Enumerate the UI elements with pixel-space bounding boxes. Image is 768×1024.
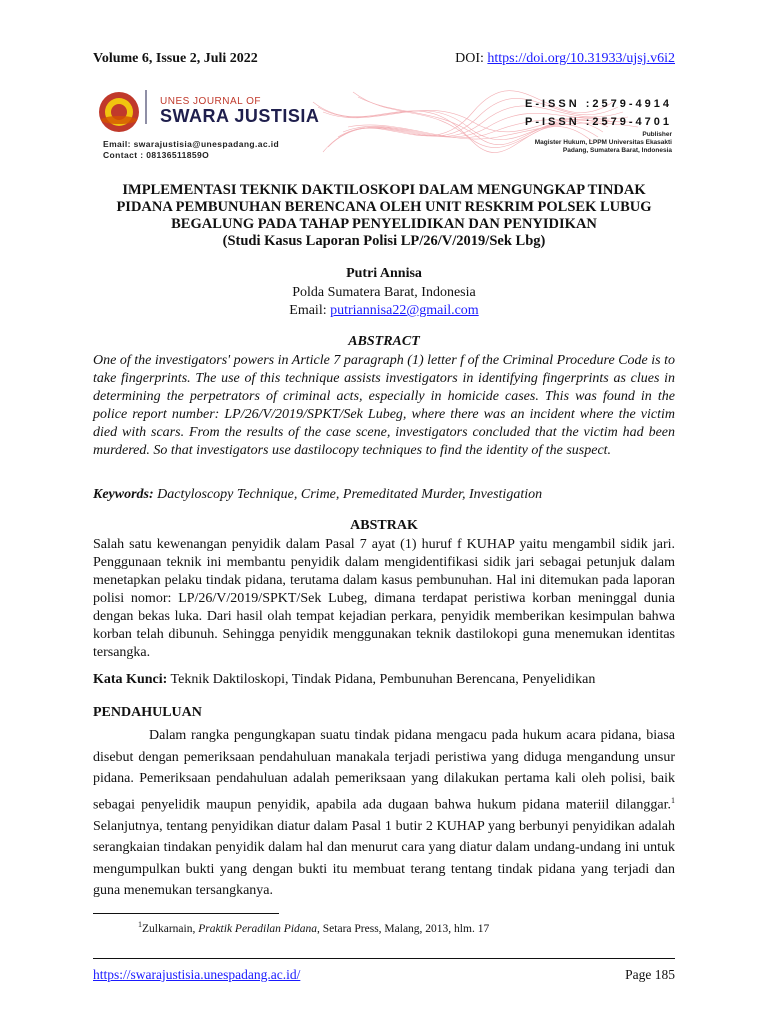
footnote-divider: [93, 913, 279, 914]
author-email: [93, 303, 675, 319]
intro-heading: PENDAHULUAN: [93, 705, 202, 720]
intro-paragraph: [93, 725, 675, 902]
footnote-ref[interactable]: 1: [671, 795, 675, 805]
title-line-2: PIDANA PEMBUNUHAN BERENCANA OLEH UNIT RESKRIM POLSEK LUBUG: [116, 199, 652, 215]
abstract-heading: ABSTRACT: [348, 334, 420, 349]
kata-kunci-value: Teknik Daktiloskopi, Tindak Pidana, Pembunuhan Berencana, Penyelidikan: [167, 672, 596, 687]
eissn: E-ISSN :2579-4914: [525, 98, 672, 110]
volume-issue: Volume 6, Issue 2, Juli 2022: [93, 51, 258, 66]
footnote-author: Zulkarnain,: [142, 922, 199, 935]
footnote-book: Praktik Peradilan Pidana: [198, 922, 318, 935]
publisher-line1: Magister Hukum, LPPM Universitas Ekasakti: [534, 139, 672, 146]
footnote-number: 1: [138, 920, 142, 929]
footnote: [138, 920, 489, 935]
email-link[interactable]: putriannisa22@gmail.com: [330, 303, 479, 318]
doi: [455, 51, 675, 67]
title-line-3: BEGALUNG PADA TAHAP PENYELIDIKAN DAN PENYIDIKAN: [171, 216, 597, 232]
author-affiliation: Polda Sumatera Barat, Indonesia: [292, 285, 476, 300]
journal-small-title: UNES JOURNAL OF: [160, 96, 262, 107]
pissn: P-ISSN :2579-4701: [525, 116, 672, 128]
intro-text-b: Selanjutnya, tentang penyidikan diatur dalam Pasal 1 butir 2 KUHAP yang berbunyi penyidikan adalah serangkaian tindakan penyidik dalam hal dan menurut cara yang diatur dalam undang-undang ini untuk mengumpulkan bukti yang dengan bukti itu membuat terang tentang tindak pidana yang terjadi dan guna menemukan tersangkanya.: [93, 818, 675, 899]
publisher-label: Publisher: [642, 131, 672, 138]
abstrak-text: Salah satu kewenangan penyidik dalam Pasal 7 ayat (1) huruf f KUHAP yaitu mengambil sidik jari. Penggunaan teknik ini membantu penyidik dalam mengidentifikasi sidik jari sebagai petunjuk dalam menetapkan pelaku tindak pidana, terutama dalam kasus pembunuhan. Hal ini ditemukan pada laporan polisi nomor: LP/26/V/2019/SPKT/Sek Lubeg, dimana terdapat peristiwa korban meninggal dunia dengan bekas luka. Dari hasil olah tempat kejadian perkara, penyidik memberikan kesimpulan bahwa korban telah dibunuh. Sehingga penyidik menggunakan teknik dastilokopi guna menemukan identitas tersangka.: [93, 537, 675, 660]
abstract-keywords: [93, 486, 675, 504]
kata-kunci-label: Kata Kunci:: [93, 672, 168, 687]
journal-name: SWARA JUSTISIA: [160, 106, 320, 126]
journal-url[interactable]: https://swarajustisia.unespadang.ac.id/: [93, 967, 301, 982]
footnote-rest: , Setara Press, Malang, 2013, hlm. 17: [317, 922, 490, 935]
journal-contact: Contact : 08136511859O: [103, 150, 210, 160]
abstrak-heading: ABSTRAK: [350, 518, 418, 533]
university-logo: [97, 90, 141, 134]
doi-label: DOI:: [455, 51, 488, 66]
doi-link[interactable]: https://doi.org/10.31933/ujsj.v6i2: [487, 51, 675, 66]
abstract-text: One of the investigators' powers in Article 7 paragraph (1) letter f of the Criminal Procedure Code is to take fingerprints. The use of this technique assists investigators in identifying fingerprints as clues in determining the perpetrators of criminal acts, especially in homicide cases. This was found in the police report number: LP/26/V/2019/SPKT/Sek Lubeg, where there was an incident where the victim died with scars. From the results of the case scene, investigators concluded that the victim had been murdered. So that investigators use dastilocopy techniques to find the identity of the suspect.: [93, 353, 675, 458]
title-line-1: IMPLEMENTASI TEKNIK DAKTILOSKOPI DALAM MENGUNGKAP TINDAK: [122, 182, 646, 198]
title-subtitle: (Studi Kasus Laporan Polisi LP/26/V/2019/Sek Lbg): [222, 233, 546, 249]
intro-text-a: Dalam rangka pengungkapan suatu tindak pidana mengacu pada hukum acara pidana, biasa disebut dengan pemeriksaan pendahuluan manakala terjadi peristiwa yang diduga mengandung unsur pidana. Pemeriksaan pendahuluan adalah pemeriksaan yang dilakukan pertama kali oleh polisi, baik sebagai penyelidik maupun penyidik, apabila ada dugaan bahwa hukum pidana materiil dilanggar.: [93, 728, 675, 813]
keywords-label: Keywords:: [93, 487, 154, 502]
page-number: Page 185: [625, 967, 675, 982]
footer-divider: [93, 958, 675, 959]
journal-email: Email: swarajustisia@unespadang.ac.id: [103, 139, 280, 149]
keywords-value: Dactyloscopy Technique, Crime, Premeditated Murder, Investigation: [153, 487, 543, 502]
email-label: Email:: [289, 303, 331, 318]
publisher-line2: Padang, Sumatera Barat, Indonesia: [562, 147, 672, 154]
abstrak-keywords: [93, 671, 675, 689]
paper-title: [93, 182, 675, 250]
author-name: Putri Annisa: [346, 266, 422, 281]
